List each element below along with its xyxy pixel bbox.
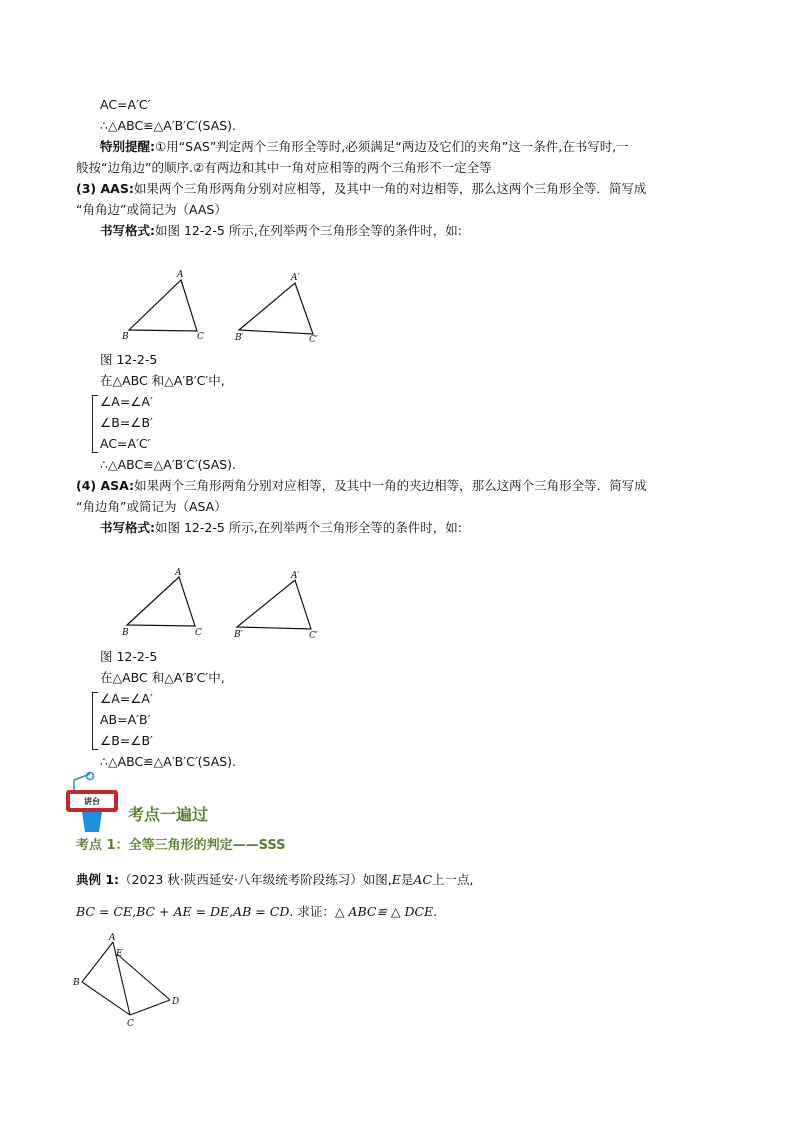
text-line: 在△ABC 和△A′B′C′中, [100, 373, 225, 388]
asa-heading: (4) ASA: [76, 478, 135, 493]
text: 是 [400, 872, 414, 887]
condition: ∠A=∠A′ [100, 691, 153, 706]
text-line: AC=A′C′ [100, 97, 151, 112]
label-c-prime: C′ [309, 631, 318, 641]
triangle-abc [129, 280, 197, 331]
label-a-prime: A′ [291, 273, 300, 283]
label-a: A [175, 568, 182, 578]
label-c: C [197, 332, 204, 342]
label-a: A [109, 933, 116, 943]
section-title: 考点一遍过 [128, 805, 209, 824]
example-figure [70, 930, 190, 1030]
triangle-abc [127, 577, 195, 626]
triangle-abc-prime [239, 283, 313, 334]
condition: ∠B=∠B′ [100, 733, 153, 748]
text-line: 在△ABC 和△A′B′C′中, [100, 670, 225, 685]
text-line: “角边角”或简记为（ASA） [76, 499, 227, 514]
label-c: C [127, 1019, 134, 1029]
condition: AB=A′B′ [100, 712, 151, 727]
brace [92, 395, 98, 453]
condition: AC=A′C′ [100, 436, 151, 451]
podium-icon [62, 770, 132, 834]
point-title: 考点 1：全等三角形的判定——SSS [76, 838, 286, 853]
example-line-2 [76, 904, 437, 920]
text: 上一点, [432, 872, 474, 887]
label-b-prime: B′ [235, 333, 244, 343]
figure-caption: 图 12-2-5 [100, 649, 158, 664]
label-a-prime: A′ [291, 571, 300, 581]
condition: ∠B=∠B′ [100, 415, 153, 430]
triangle-figure-aas [115, 265, 330, 350]
prove-expression: △ ABC≌ △ DCE [334, 904, 434, 919]
example-line [76, 872, 474, 888]
brace [92, 692, 98, 750]
label-b: B [122, 332, 129, 342]
aas-heading: (3) AAS: [76, 181, 134, 196]
triangle-figure-asa [115, 565, 330, 645]
example-label: 典例 1: [76, 872, 120, 887]
format-label: 书写格式: [100, 223, 155, 238]
asa-text: 如果两个三角形两角分别对应相等，及其中一角的夹边相等，那么这两个三角形全等．简写成 [134, 478, 647, 493]
label-b-prime: B′ [234, 630, 243, 640]
asa-paragraph [76, 478, 647, 494]
format-line [100, 520, 462, 536]
triangle-abc-prime [237, 580, 311, 629]
conclusion: ∴△ABC≌△A′B′C′(SAS). [100, 754, 237, 769]
text-line: “角角边”或简记为（AAS） [76, 202, 227, 217]
note-text: ①用“SAS”判定两个三角形全等时,必须满足“两边及它们的夹角”这一条件,在书写时,一 [155, 139, 629, 154]
text-line: ∴△ABC≌△A′B′C′(SAS). [100, 118, 237, 133]
var-ac: AC [413, 872, 433, 887]
text-line: 般按“边角边”的顺序.②有两边和其中一角对应相等的两个三角形不一定全等 [76, 160, 492, 175]
label-e: E [116, 949, 123, 959]
figure-caption: 图 12-2-5 [100, 352, 158, 367]
format-text: 如图 12-2-5 所示,在列举两个三角形全等的条件时，如: [155, 520, 462, 535]
podium-label: 讲台 [84, 797, 100, 806]
aas-text: 如果两个三角形两角分别对应相等，及其中一角的对边相等，那么这两个三角形全等．简写成 [133, 181, 647, 196]
label-b: B [122, 628, 129, 638]
aas-paragraph [76, 181, 646, 197]
note-label: 特别提醒: [100, 139, 155, 154]
condition: ∠A=∠A′ [100, 394, 153, 409]
label-b: B [73, 978, 80, 988]
format-text: 如图 12-2-5 所示,在列举两个三角形全等的条件时，如: [155, 223, 462, 238]
prove-label: . 求证： [289, 904, 335, 919]
label-a: A [177, 270, 184, 280]
format-label: 书写格式: [100, 520, 155, 535]
format-line [100, 223, 462, 239]
label-d: D [172, 997, 180, 1007]
label-c: C [195, 628, 202, 638]
period: . [433, 904, 438, 919]
var-e: E [391, 872, 401, 887]
given-conditions: BC = CE,BC + AE = DE,AB = CD [76, 904, 290, 919]
conclusion: ∴△ABC≌△A′B′C′(SAS). [100, 457, 237, 472]
note-paragraph [100, 139, 629, 155]
example-source: （2023 秋·陕西延安·八年级统考阶段练习）如图, [119, 872, 392, 887]
label-c-prime: C′ [309, 335, 318, 345]
